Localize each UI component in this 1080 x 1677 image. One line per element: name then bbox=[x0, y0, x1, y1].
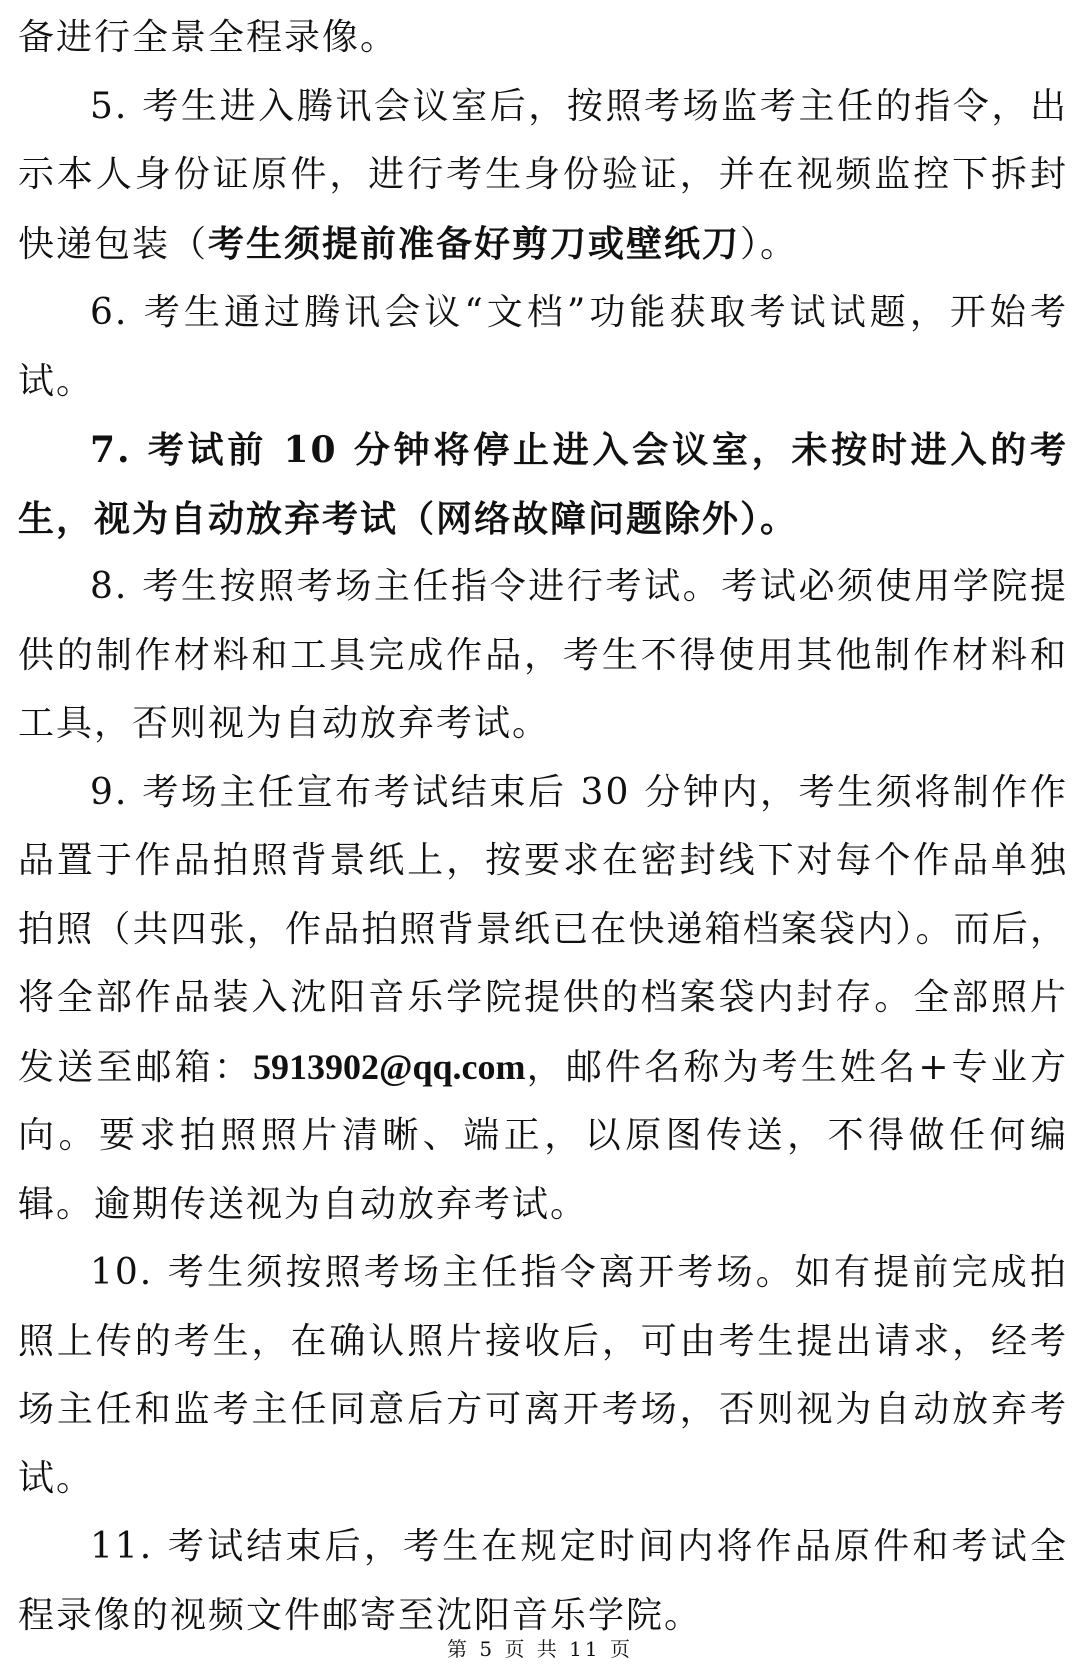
paragraph-item-8: 8. 考生按照考场主任指令进行考试。考试必须使用学院提供的制作材料和工具完成作品，考生不得使用其他制作材料和工具，否则视为自动放弃考试。 bbox=[18, 566, 1068, 744]
paragraph-item-6: 6. 考生通过腾讯会议“文档”功能获取考试试题，开始考试。 bbox=[18, 292, 1068, 402]
paragraph-continuation: 备进行全景全程录像。 bbox=[18, 17, 399, 58]
item-9-text-b: ，邮件名称为考生姓名+专业方向。要求拍照照片清晰、端正，以原图传送，不得做任何编辑。逾期传送视为自动放弃考试。 bbox=[18, 1046, 1068, 1225]
item-5-bold-note: 考生须提前准备好剪刀或壁纸刀 bbox=[208, 222, 741, 265]
paragraph-item-10: 10. 考生须按照考场主任指令离开考场。如有提前完成拍照上传的考生，在确认照片接收后，可由考生提出请求，经考场主任和监考主任同意后方可离开考场，否则视为自动放弃考试。 bbox=[18, 1252, 1068, 1499]
item-9-text-a: 9. 考场主任宣布考试结束后 30 分钟内，考生须将制作作品置于作品拍照背景纸上，按要求在密封线下对每个作品单独拍照（共四张，作品拍照背景纸已在快递箱档案袋内）。而后，将全部作品装入沈阳音乐学院提供的档案袋内封存。全部照片发送至邮箱： bbox=[18, 771, 1068, 1088]
paragraph-item-5 bbox=[18, 73, 1068, 280]
item-5-text: 5. 考生进入腾讯会议室后，按照考场监考主任的指令，出示本人身份证原件，进行考生身份验证，并在视频监控下拆封快递包装（ bbox=[18, 85, 1068, 265]
document-body bbox=[18, 4, 1068, 1650]
page-number-footer: 第 5 页 共 11 页 bbox=[447, 1637, 633, 1661]
email-address: 5913902@qq.com bbox=[253, 1046, 526, 1087]
paragraph-item-9 bbox=[18, 759, 1068, 1240]
item-5-end: ）。 bbox=[740, 223, 799, 265]
paragraph-item-11: 11. 考试结束后，考生在规定时间内将作品原件和考试全程录像的视频文件邮寄至沈阳音乐学院。 bbox=[18, 1526, 1068, 1636]
paragraph-item-7: 7. 考试前 10 分钟将停止进入会议室，未按时进入的考生，视为自动放弃考试（网络故障问题除外）。 bbox=[18, 429, 1068, 540]
